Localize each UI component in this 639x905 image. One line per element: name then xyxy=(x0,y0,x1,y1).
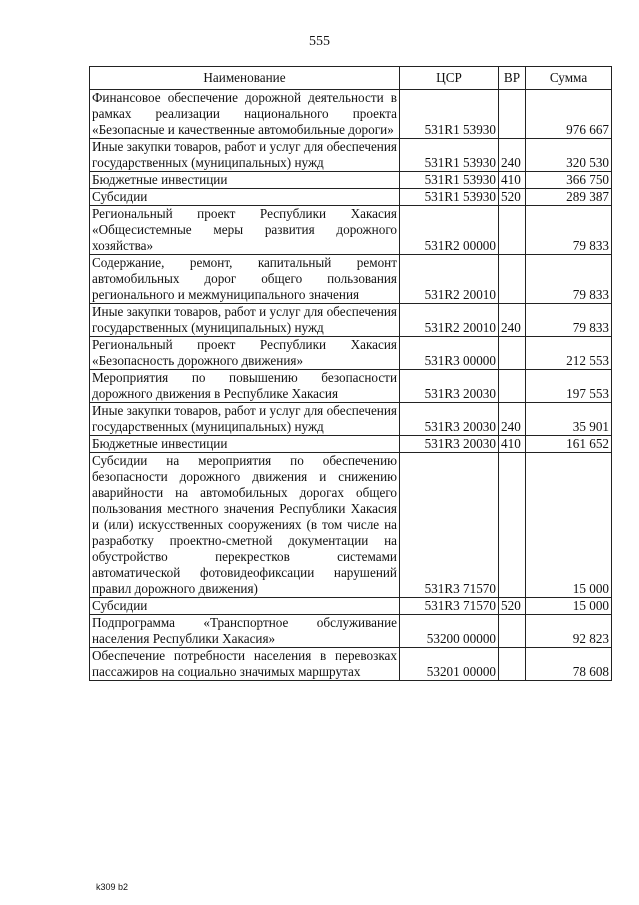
row-vr: 240 xyxy=(499,139,526,172)
row-csr: 531R1 53930 xyxy=(400,172,499,189)
row-csr: 531R3 20030 xyxy=(400,436,499,453)
row-sum: 976 667 xyxy=(526,90,612,139)
row-csr: 53201 00000 xyxy=(400,648,499,681)
row-vr xyxy=(499,337,526,370)
row-csr: 531R2 20010 xyxy=(400,304,499,337)
table-header-row xyxy=(90,67,612,90)
row-csr: 531R3 71570 xyxy=(400,453,499,598)
row-sum: 161 652 xyxy=(526,436,612,453)
table-row xyxy=(90,206,612,255)
row-vr xyxy=(499,615,526,648)
row-name: Иные закупки товаров, работ и услуг для обеспечения государственных (муниципальных) нужд xyxy=(90,403,400,436)
row-vr xyxy=(499,453,526,598)
row-name: Обеспечение потребности населения в перевозках пассажиров на социально значимых маршрутах xyxy=(90,648,400,681)
row-name: Бюджетные инвестиции xyxy=(90,172,400,189)
header-name: Наименование xyxy=(90,67,400,90)
row-sum: 35 901 xyxy=(526,403,612,436)
row-sum: 366 750 xyxy=(526,172,612,189)
table-row xyxy=(90,304,612,337)
table-row xyxy=(90,90,612,139)
row-sum: 320 530 xyxy=(526,139,612,172)
row-sum: 15 000 xyxy=(526,598,612,615)
header-sum: Сумма xyxy=(526,67,612,90)
row-csr: 53200 00000 xyxy=(400,615,499,648)
row-csr: 531R3 00000 xyxy=(400,337,499,370)
row-name: Субсидии xyxy=(90,189,400,206)
row-csr: 531R2 00000 xyxy=(400,206,499,255)
row-vr xyxy=(499,255,526,304)
table-row xyxy=(90,337,612,370)
row-sum: 79 833 xyxy=(526,304,612,337)
table-row xyxy=(90,615,612,648)
row-sum: 15 000 xyxy=(526,453,612,598)
row-csr: 531R3 71570 xyxy=(400,598,499,615)
row-name: Финансовое обеспечение дорожной деятельности в рамках реализации национального проекта «Безопасные и качественные автомобильные дороги» xyxy=(90,90,400,139)
budget-table xyxy=(89,66,612,681)
row-sum: 212 553 xyxy=(526,337,612,370)
row-vr xyxy=(499,370,526,403)
footer-code: k309 b2 xyxy=(96,882,129,892)
row-sum: 197 553 xyxy=(526,370,612,403)
row-vr xyxy=(499,90,526,139)
table-row xyxy=(90,598,612,615)
header-csr: ЦСР xyxy=(400,67,499,90)
row-name: Региональный проект Республики Хакасия «Общесистемные меры развития дорожного хозяйства» xyxy=(90,206,400,255)
row-sum: 78 608 xyxy=(526,648,612,681)
table-row xyxy=(90,453,612,598)
row-sum: 92 823 xyxy=(526,615,612,648)
row-name: Региональный проект Республики Хакасия «Безопасность дорожного движения» xyxy=(90,337,400,370)
table-row xyxy=(90,172,612,189)
row-name: Субсидии на мероприятия по обеспечению безопасности дорожного движения и снижению аварийности на автомобильных дорогах общего пользования местного значения Республики Хакасия и (или) искусственных сооружениях (в том числе на разработку проектно-сметной документации на обустройство перекрестков системами автоматической фотовидеофиксации нарушений правил дорожного движения) xyxy=(90,453,400,598)
row-vr xyxy=(499,648,526,681)
row-name: Субсидии xyxy=(90,598,400,615)
row-vr: 520 xyxy=(499,598,526,615)
row-name: Подпрограмма «Транспортное обслуживание населения Республики Хакасия» xyxy=(90,615,400,648)
row-name: Содержание, ремонт, капитальный ремонт автомобильных дорог общего пользования регионального и межмуниципального значения xyxy=(90,255,400,304)
row-vr: 410 xyxy=(499,436,526,453)
row-vr: 240 xyxy=(499,304,526,337)
table-row xyxy=(90,139,612,172)
header-vr: ВР xyxy=(499,67,526,90)
table-row xyxy=(90,189,612,206)
row-name: Иные закупки товаров, работ и услуг для обеспечения государственных (муниципальных) нужд xyxy=(90,139,400,172)
row-csr: 531R1 53930 xyxy=(400,139,499,172)
row-vr: 520 xyxy=(499,189,526,206)
row-csr: 531R1 53930 xyxy=(400,90,499,139)
row-vr xyxy=(499,206,526,255)
row-csr: 531R3 20030 xyxy=(400,370,499,403)
table-row xyxy=(90,436,612,453)
row-name: Иные закупки товаров, работ и услуг для обеспечения государственных (муниципальных) нужд xyxy=(90,304,400,337)
row-vr: 410 xyxy=(499,172,526,189)
row-csr: 531R1 53930 xyxy=(400,189,499,206)
table-row xyxy=(90,648,612,681)
table-row xyxy=(90,255,612,304)
page-number: 555 xyxy=(309,34,330,49)
row-name: Мероприятия по повышению безопасности дорожного движения в Республике Хакасия xyxy=(90,370,400,403)
row-sum: 79 833 xyxy=(526,206,612,255)
row-csr: 531R2 20010 xyxy=(400,255,499,304)
row-sum: 289 387 xyxy=(526,189,612,206)
row-csr: 531R3 20030 xyxy=(400,403,499,436)
row-vr: 240 xyxy=(499,403,526,436)
table-row xyxy=(90,370,612,403)
row-name: Бюджетные инвестиции xyxy=(90,436,400,453)
row-sum: 79 833 xyxy=(526,255,612,304)
table-row xyxy=(90,403,612,436)
